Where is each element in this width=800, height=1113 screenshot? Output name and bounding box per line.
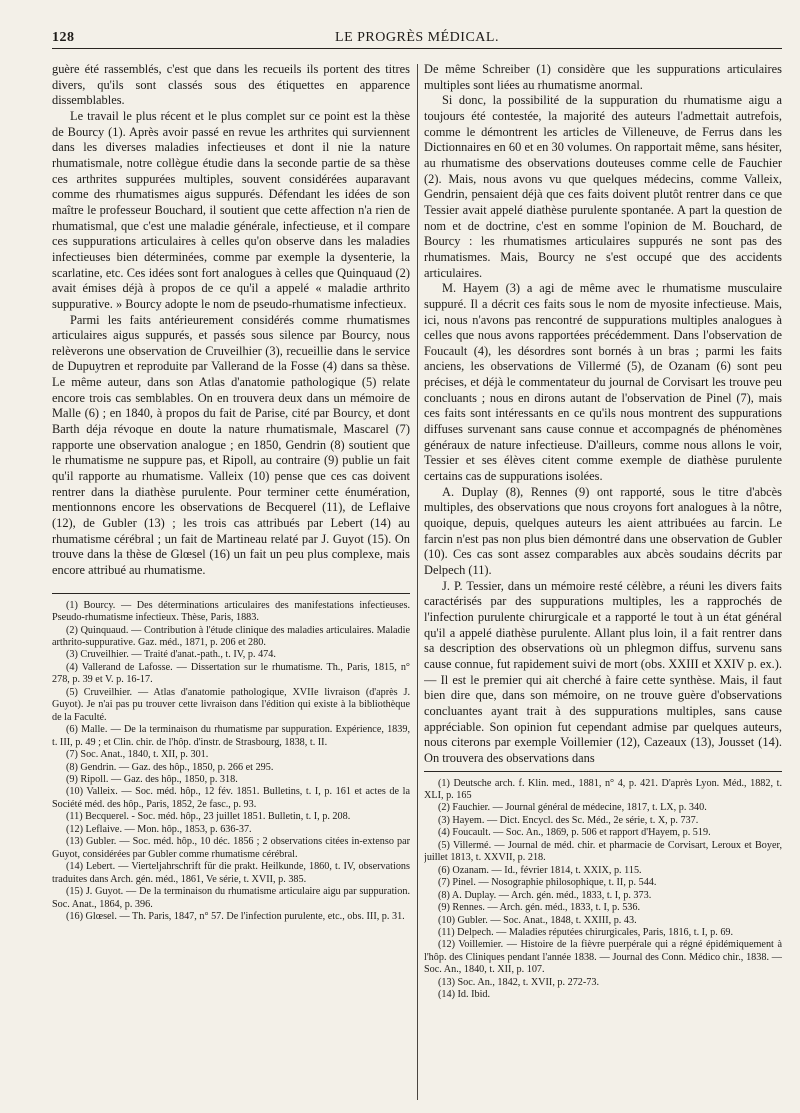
column-rule: [417, 64, 418, 1100]
footnote: (8) Gendrin. — Gaz. des hôp., 1850, p. 266 et 295.: [66, 761, 274, 773]
footnote-separator: [52, 593, 410, 594]
left-body-text: [52, 62, 410, 579]
footnote: (11) Delpech. — Maladies réputées chirurgicales, Paris, 1816, t. I, p. 69.: [438, 926, 734, 938]
page-number: 128: [52, 30, 75, 45]
footnote: (7) Pinel. — Nosographie philosophique, t. II, p. 544.: [438, 877, 657, 889]
footnote-separator: [424, 771, 782, 772]
paragraph: A. Duplay (8), Rennes (9) ont rapporté, sous le titre d'abcès multiples, des observations que nous croyons fort analogues à la nôtre, quoique, depuis, quelques auteurs les aient attribuées au farcin. Le farcin n'est pas non plus bien démontré dans une observation de Gubler (10). Ces cas sont assez comparables aux abcès soudains décrits par Delpech (11).: [424, 484, 782, 577]
footnote: (16) Glœsel. — Th. Paris, 1847, n° 57. De l'infection purulente, etc., obs. III, p. 31.: [66, 910, 405, 922]
footnote: (8) A. Duplay. — Arch. gén. méd., 1833, t. I, p. 373.: [438, 889, 652, 901]
footnote: (9) Ripoll. — Gaz. des hôp., 1850, p. 318.: [66, 774, 238, 785]
page: [52, 28, 782, 1103]
footnote: (10) Valleix. — Soc. méd. hôp., 12 fév. 1851. Bulletins, t. I, p. 161 et actes de la Société méd. des hôp., Paris, 1852, 2e fasc., p. 93.: [52, 786, 410, 810]
paragraph: M. Hayem (3) a agi de même avec le rhumatisme musculaire suppuré. Il a décrit ces faits sous le nom de myosite infectieuse. Mais, ici, nous n'avons pas rencontré de suppurations multiples analogues à celles que nous avons rapportées précédemment. Dans l'observation de Foucault (4), les désordres sont bornés à un bras ; parmi les faits anciens, les observations de Villermé (5), de Ozanam (6) sont peu précises, et déjà le commentateur du journal de Corvisart les trouve peu concluants ; nous en dirons autant de l'observation de Pinel (7), mais ces faits sont intéressants en ce qu'ils nous montrent des suppurations diffuses survenant sans cause connue et accompagnés de phénomènes généraux de nature infectieuse. D'ailleurs, comme nous allons le voir, Tessier et ses élèves citent comme exemple de diathèse purulente certains cas de suppurations isolées.: [424, 281, 782, 484]
footnote: (5) Villermé. — Journal de méd. chir. et pharmacie de Corvisart, Leroux et Boyer, juillet 1813, t. XXVII, p. 218.: [424, 839, 782, 864]
paragraph: J. P. Tessier, dans un mémoire resté célèbre, a réuni les divers faits caractérisés par des suppurations multiples, les a rapprochés de l'infection purulente chirurgicale et a rapporté le tout à un état général qu'il a appelé diathèse purulente. Allant plus loin, il a fait rentrer dans sa description des observations où un phlegmon diffus, survenu sans cause connue, fut rapidement suivi de mort (obs. XXIII et XXIV p. ex.). — Il est le premier qui ait cherché à faire cette synthèse. Mais, il faut bien dire que, dans son mémoire, on ne trouve guère d'observations concluantes ayant trait à des suppurations multiples, sans cause appréciable. Son opinion fut cependant admise par quelques auteurs, nous citerons par exemple Voillemier (12), Cazeaux (13), Jousset (14). On trouvera des observations dans: [424, 578, 782, 765]
paragraph: Le travail le plus récent et le plus complet sur ce point est la thèse de Bourcy (1). Après avoir passé en revue les arthrites qui surviennent dans les diverses maladies infectieuses et dont il nie la nature rhumatismale, notre collègue étudie dans la seconde partie de sa thèse ces arthrites suppurées multiples, souvent considérées auparavant comme des rhumatismes aigus suppurés. Défendant les idées de son maître le professeur Bouchard, il soutient que cette affection n'a rien de rhumatismal, que c'est une maladie générale, infectieuse, et il compare ces suppurations articulaires à celles qu'on observe dans les maladies infectieuses bien déterminées, comme par exemple la dysenterie, la scarlatine, etc. Ces idées sont fort analogues à celles que Quinquaud (2) avait émises déjà à propos de ce qu'il a appelé « maladie arthrito suppurative. » Bourcy adopte le nom de pseudo-rhumatisme infectieux.: [52, 108, 410, 311]
footnote: (1) Bourcy. — Des déterminations articulaires des manifestations infectieuses. Pseudo-rhumatisme infectieux. Thèse, Paris, 1883.: [52, 599, 410, 624]
right-footnotes: [424, 778, 782, 1002]
left-footnotes: [52, 600, 410, 924]
footnote: (15) J. Guyot. — De la terminaison du rhumatisme articulaire aigu par suppuration. Soc. Anat., 1864, p. 396.: [52, 886, 410, 910]
footnote: (5) Cruveilhier. — Atlas d'anatomie pathologique, XVIIe livraison (d'après J. Guyot). Je n'ai pas pu trouver cette livraison dans l'édition qui existe à la bibliothèque de la Faculté.: [52, 686, 410, 723]
footnote: (3) Hayem. — Dict. Encycl. des Sc. Méd., 2e série, t. X, p. 737.: [438, 814, 699, 826]
footnote: (2) Quinquaud. — Contribution à l'étude clinique des maladies articulaires. Maladie arthrito-suppurative. Gaz. méd., 1871, p. 206 et 280.: [52, 624, 410, 649]
paragraph: De même Schreiber (1) considère que les suppurations articulaires multiples sont liées au rhumatisme anormal.: [424, 62, 782, 92]
footnote: (2) Fauchier. — Journal général de médecine, 1817, t. LX, p. 340.: [438, 802, 707, 814]
paragraph: Si donc, la possibilité de la suppuration du rhumatisme aigu a toujours été contestée, la majorité des auteurs l'admettait autrefois, comme le démontrent les articles de Villeneuve, de Ferrus dans les Dictionnaires en 60 et en 30 volumes. On rapportait même, sans hésiter, au rhumatisme des observations douteuses comme celle de Fauchier (2). Mais, nous avons vu que quelques médecins, comme Valleix, Gendrin, pensaient déjà que ces faits doivent plutôt rentrer dans ce que Tessier avait appelé diathèse purulente spontanée. A part la question de nom et de doctrine, c'est en somme l'opinion de M. Bouchard, de Bourcy : les rhumatismes articulaires suppurés ne sont pas des rhumatismes. Mais, Bourcy ne s'est occupé que des accidents articulaires.: [424, 93, 782, 280]
footnote: (13) Soc. An., 1842, t. XVII, p. 272-73.: [438, 976, 600, 988]
paragraph: guère été rassemblés, c'est que dans les recueils ils portent des titres divers, qu'ils sont classés sous des étiquettes en apparence dissemblables.: [52, 62, 410, 108]
footnote: (13) Gubler. — Soc. méd. hôp., 10 déc. 1856 ; 2 observations citées in-extenso par Guyot, considérées par Gubler comme rhumatisme cérébral.: [52, 836, 410, 860]
two-column-body: [52, 62, 782, 1102]
footnote: (10) Gubler. — Soc. Anat., 1848, t. XXIII, p. 43.: [438, 914, 637, 926]
right-body-text: [424, 62, 782, 767]
footnote: (12) Leflaive. — Mon. hôp., 1853, p. 636-37.: [66, 823, 252, 835]
footnote: (4) Vallerand de Lafosse. — Dissertation sur le rhumatisme. Th., Paris, 1815, n° 278, p. 39 et V. p. 16-17.: [52, 661, 410, 686]
footnote: (3) Cruveilhier. — Traité d'anat.-path., t. IV, p. 474.: [66, 649, 276, 661]
footnote: (11) Becquerel. - Soc. méd. hôp., 23 juillet 1851. Bulletin, t. I, p. 208.: [66, 811, 351, 823]
footnote: (14) Lebert. — Vierteljahrschrift für die prakt. Heilkunde, 1860, t. IV, observations traduites dans Arch. gén. méd., 1861, Ve série, t. XVII, p. 385.: [52, 861, 410, 885]
footnote: (4) Foucault. — Soc. An., 1869, p. 506 et rapport d'Hayem, p. 519.: [438, 827, 711, 839]
footnote: (6) Malle. — De la terminaison du rhumatisme par suppuration. Expérience, 1839, t. III, p. 49 ; et Clin. chir. de l'hôp. d'instr. de Strasbourg, 1838, t. II.: [52, 724, 410, 748]
footnote: (14) Id. Ibid.: [438, 989, 491, 1001]
paragraph: Parmi les faits antérieurement considérés comme rhumatismes articulaires aigus suppurés, et passés sous silence par Bourcy, nous relèverons une observation de Cruveilhier (3), recueillie dans le service de Dupuytren et reproduite par Vallerand de la Fosse (4) dans sa thèse. Le même auteur, dans son Atlas d'anatomie pathologique (5) relate encore trois cas semblables. On en trouvera deux dans un mémoire de Malle (6) ; en 1840, à propos du fait de Parise, cité par Bourcy, et dont Barth déja révoque en doute la nature rhumatismale, Mascarel (7) rapporte une observation analogue ; en 1850, Gendrin (8) soutient que le rhumatisme ne suppure pas, et Ripoll, au contraire (9) publie un fait qu'il rapporte au rhumatisme. Valleix (10) pense que ces cas doivent rentrer dans la diathèse purulente. Pour terminer cette énumération, mentionnons encore les observations de Becquerel (11), de Leflaive (12), de Gubler (13) ; les trois cas attribués par Lebert (14) au rhumatisme cérébral ; un fait de Martineau relaté par J. Guyot (15). On trouve dans la thèse de Glœsel (16) un fait un peu plus complexe, mais encore attribué au rhumatisme.: [52, 312, 410, 577]
footnote: (6) Ozanam. — Id., février 1814, t. XXIX, p. 115.: [438, 864, 642, 876]
footnote: (1) Deutsche arch. f. Klin. med., 1881, n° 4, p. 421. D'après Lyon. Méd., 1882, t. XLI, p. 165: [424, 777, 782, 801]
footnote: (7) Soc. Anat., 1840, t. XII, p. 301.: [66, 749, 209, 761]
running-header: [52, 28, 782, 49]
footnote: (9) Rennes. — Arch. gén. méd., 1833, t. I, p. 536.: [438, 902, 641, 914]
right-column: [424, 62, 782, 1102]
journal-title: LE PROGRÈS MÉDICAL.: [335, 30, 499, 45]
footnote: (12) Voillemier. — Histoire de la fièvre puerpérale qui a régné épidémiquement à l'hôp. des Cliniques pendant l'année 1838. — Journal des Conn. Médico chir., 1838. — Soc. An., 1840, t. XII, p. 107.: [424, 939, 782, 976]
left-column: [52, 62, 410, 1102]
